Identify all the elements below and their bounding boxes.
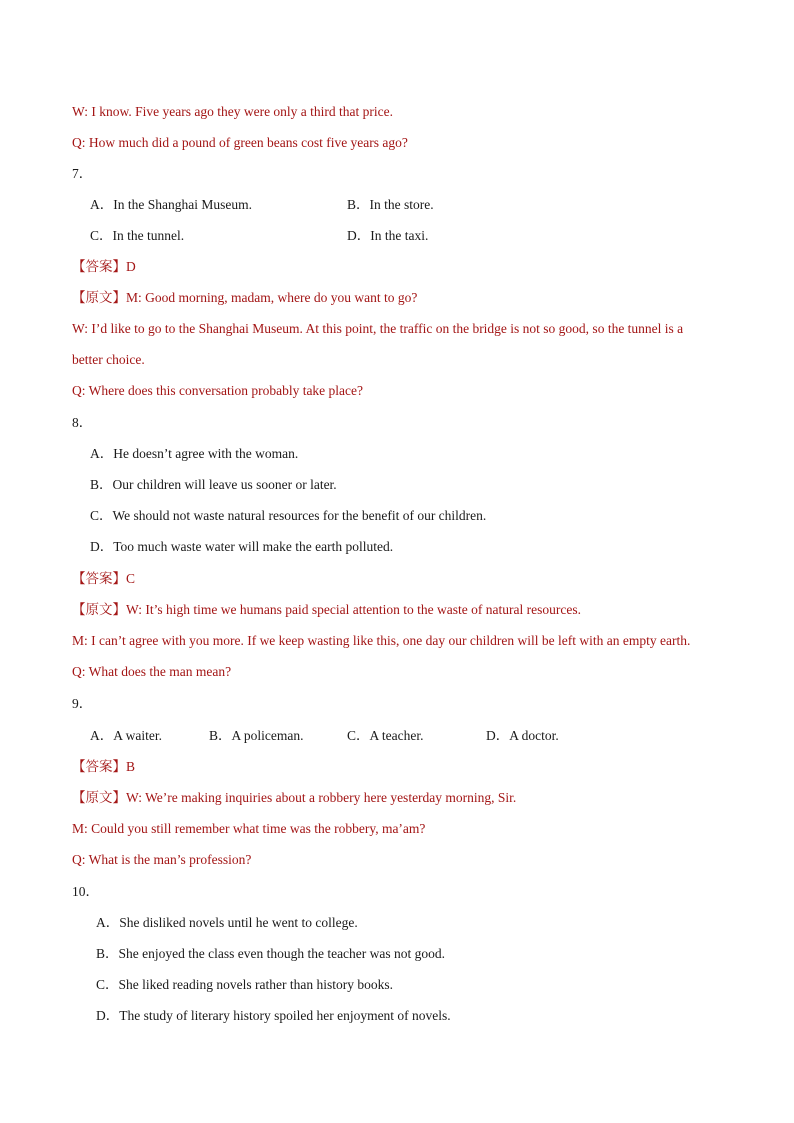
q9-script-q: Q: What is the man’s profession? [72,852,252,867]
q7-option-a: A．In the Shanghai Museum. [90,197,252,212]
q10-option-b: B．She enjoyed the class even though the teacher was not good. [96,946,446,961]
q8-script-w-text: W: It’s high time we humans paid special attention to the waste of natural resources. [126,602,581,617]
q9-option-a: A．A waiter. [90,728,162,743]
q7-option-d: D．In the taxi. [347,228,429,243]
q7-script-m-text: M: Good morning, madam, where do you want to go? [126,290,418,305]
q8-option-b: B．Our children will leave us sooner or later. [90,477,337,492]
q6-w-line: W: I know. Five years ago they were only a third that price. [72,104,394,119]
q9-answer-value: B [126,759,136,774]
q9-answer [72,758,135,776]
q10-option-d: D．The study of literary history spoiled her enjoyment of novels. [96,1008,451,1023]
q7-script-w2: better choice. [72,352,145,367]
q7-answer-value: D [126,259,136,274]
q7-number: 7． [72,166,93,181]
q8-answer [72,570,135,588]
q9-script-w-text: W: We’re making inquiries about a robbery here yesterday morning, Sir. [126,790,517,805]
q8-script-m: M: I can’t agree with you more. If we keep wasting like this, one day our children will be left with an empty earth. [72,633,691,648]
q8-answer-value: C [126,571,136,586]
q9-number: 9． [72,696,93,711]
q8-script-w [72,601,581,619]
q7-script-m [72,289,417,307]
q8-script-q: Q: What does the man mean? [72,664,232,679]
q9-option-c: C．A teacher. [347,728,424,743]
q8-answer-tag: 【答案】 [72,571,126,586]
q7-option-c: C．In the tunnel. [90,228,185,243]
q10-option-c: C．She liked reading novels rather than history books. [96,977,393,992]
q9-option-d: D．A doctor. [486,728,559,743]
q9-option-b: B．A policeman. [209,728,304,743]
q9-answer-tag: 【答案】 [72,759,126,774]
q8-option-c: C．We should not waste natural resources for the benefit of our children. [90,508,487,523]
q10-number: 10． [72,884,99,899]
q8-script-tag: 【原文】 [72,602,126,617]
q10-option-a: A．She disliked novels until he went to college. [96,915,358,930]
q9-script-w [72,789,516,807]
q8-number: 8． [72,415,93,430]
q7-option-b: B．In the store. [347,197,434,212]
q8-option-a: A．He doesn’t agree with the woman. [90,446,299,461]
q7-answer-tag: 【答案】 [72,259,126,274]
q9-script-tag: 【原文】 [72,790,126,805]
q7-script-w1: W: I’d like to go to the Shanghai Museum. At this point, the traffic on the bridge is not so good, so the tunnel is a [72,321,684,336]
q7-answer [72,258,136,276]
q6-q-line: Q: How much did a pound of green beans cost five years ago? [72,135,408,150]
q7-script-q: Q: Where does this conversation probably take place? [72,383,364,398]
q8-option-d: D．Too much waste water will make the earth polluted. [90,539,394,554]
q9-script-m: M: Could you still remember what time was the robbery, ma’am? [72,821,426,836]
q7-script-tag: 【原文】 [72,290,126,305]
